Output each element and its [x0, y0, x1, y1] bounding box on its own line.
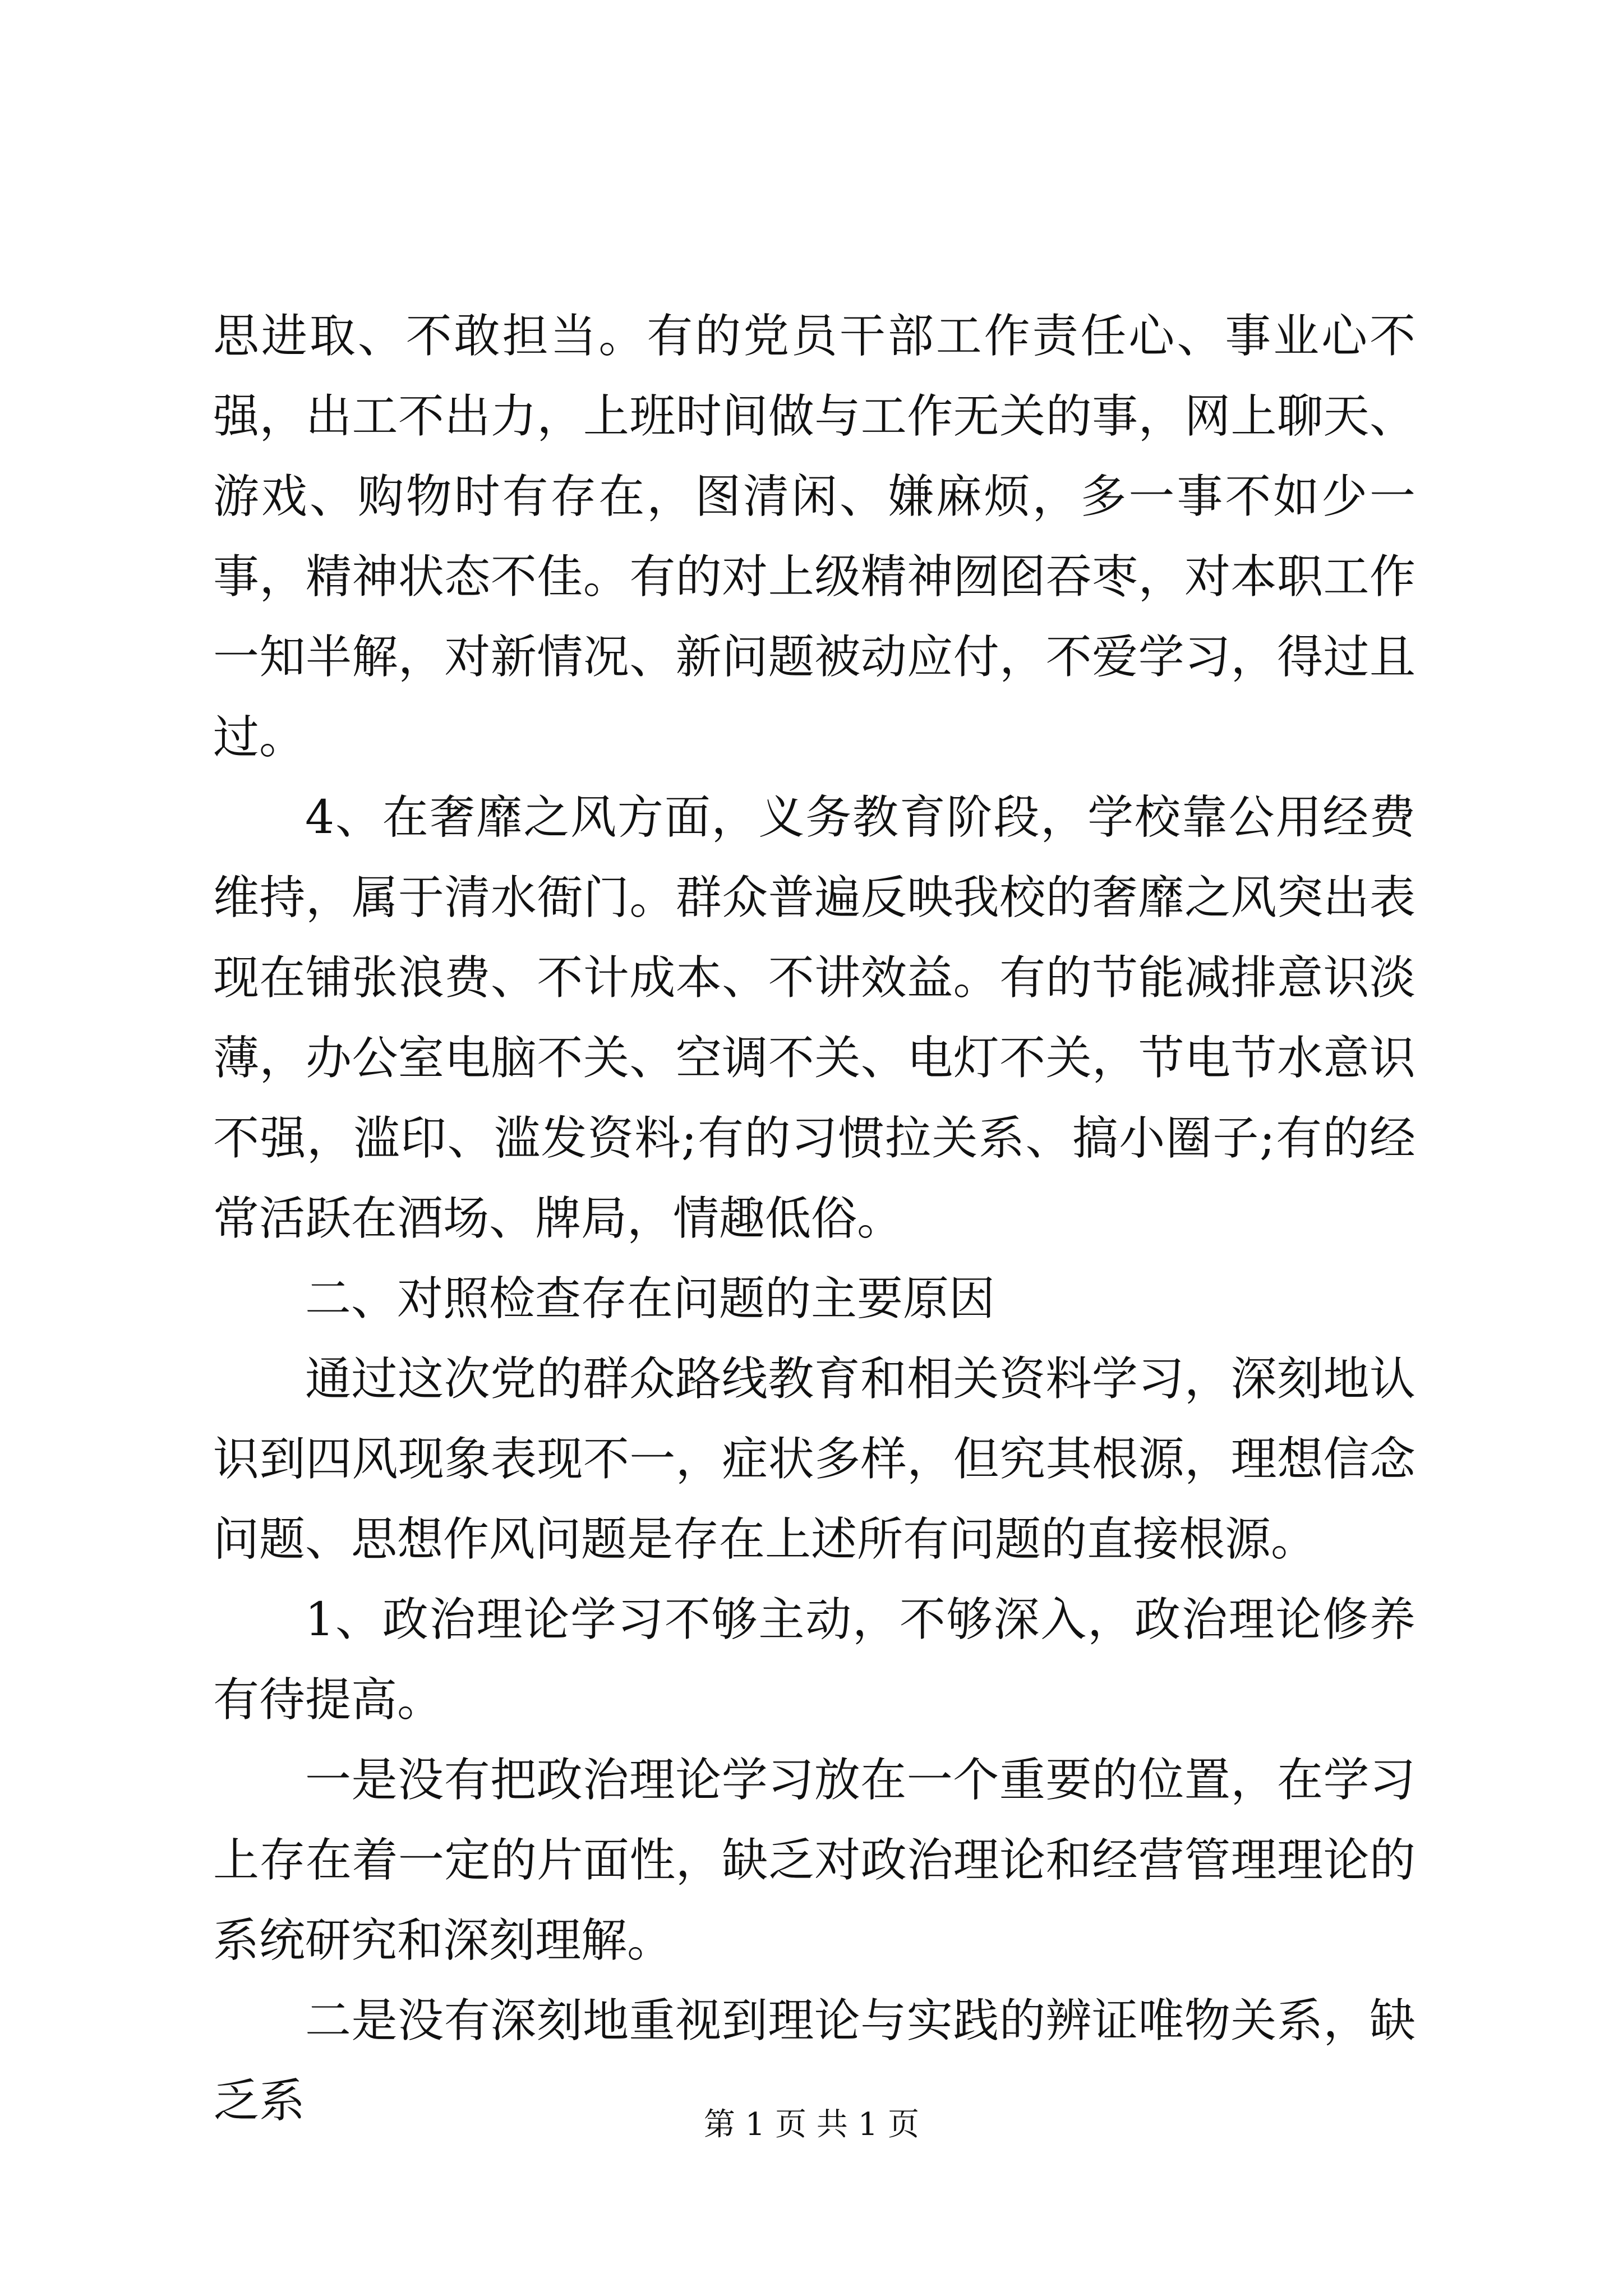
paragraph-causes-intro: 通过这次党的群众路线教育和相关资料学习，深刻地认识到四风现象表现不一，症状多样，但究其根源，理想信念问题、思想作风问题是存在上述所有问题的直接根源。 [213, 1352, 1415, 1566]
paragraph-continuation: 思进取、不敢担当。有的党员干部工作责任心、事业心不强，出工不出力，上班时间做与工作无关的事，网上聊天、游戏、购物时有存在，图清闲、嫌麻烦，多一事不如少一事，精神状态不佳。有的对上级精神囫囵吞枣，对本职工作一知半解，对新情况、新问题被动应付，不爱学习，得过且过。 [213, 310, 1415, 764]
paragraph-second-reason: 二是没有深刻地重视到理论与实践的辨证唯物关系，缺乏系 [213, 1994, 1415, 2128]
document-body [213, 296, 1415, 2141]
paragraph-extravagance: 4、在奢靡之风方面，义务教育阶段，学校靠公用经费维持，属于清水衙门。群众普遍反映我校的奢靡之风突出表现在铺张浪费、不计成本、不讲效益。有的节能减排意识淡薄，办公室电脑不关、空调不关、电灯不关，节电节水意识不强，滥印、滥发资料;有的习惯拉关系、搞小圈子;有的经常活跃在酒场、牌局，情趣低俗。 [213, 791, 1415, 1245]
paragraph-first-reason: 一是没有把政治理论学习放在一个重要的位置，在学习上存在着一定的片面性，缺乏对政治理论和经营管理理论的系统研究和深刻理解。 [213, 1754, 1415, 1967]
section-heading-causes: 二、对照检查存在问题的主要原因 [305, 1272, 995, 1326]
paragraph-point-1: 1、政治理论学习不够主动，不够深入，政治理论修养有待提高。 [213, 1593, 1415, 1727]
page-footer: 第 1 页 共 1 页 [703, 2106, 920, 2143]
